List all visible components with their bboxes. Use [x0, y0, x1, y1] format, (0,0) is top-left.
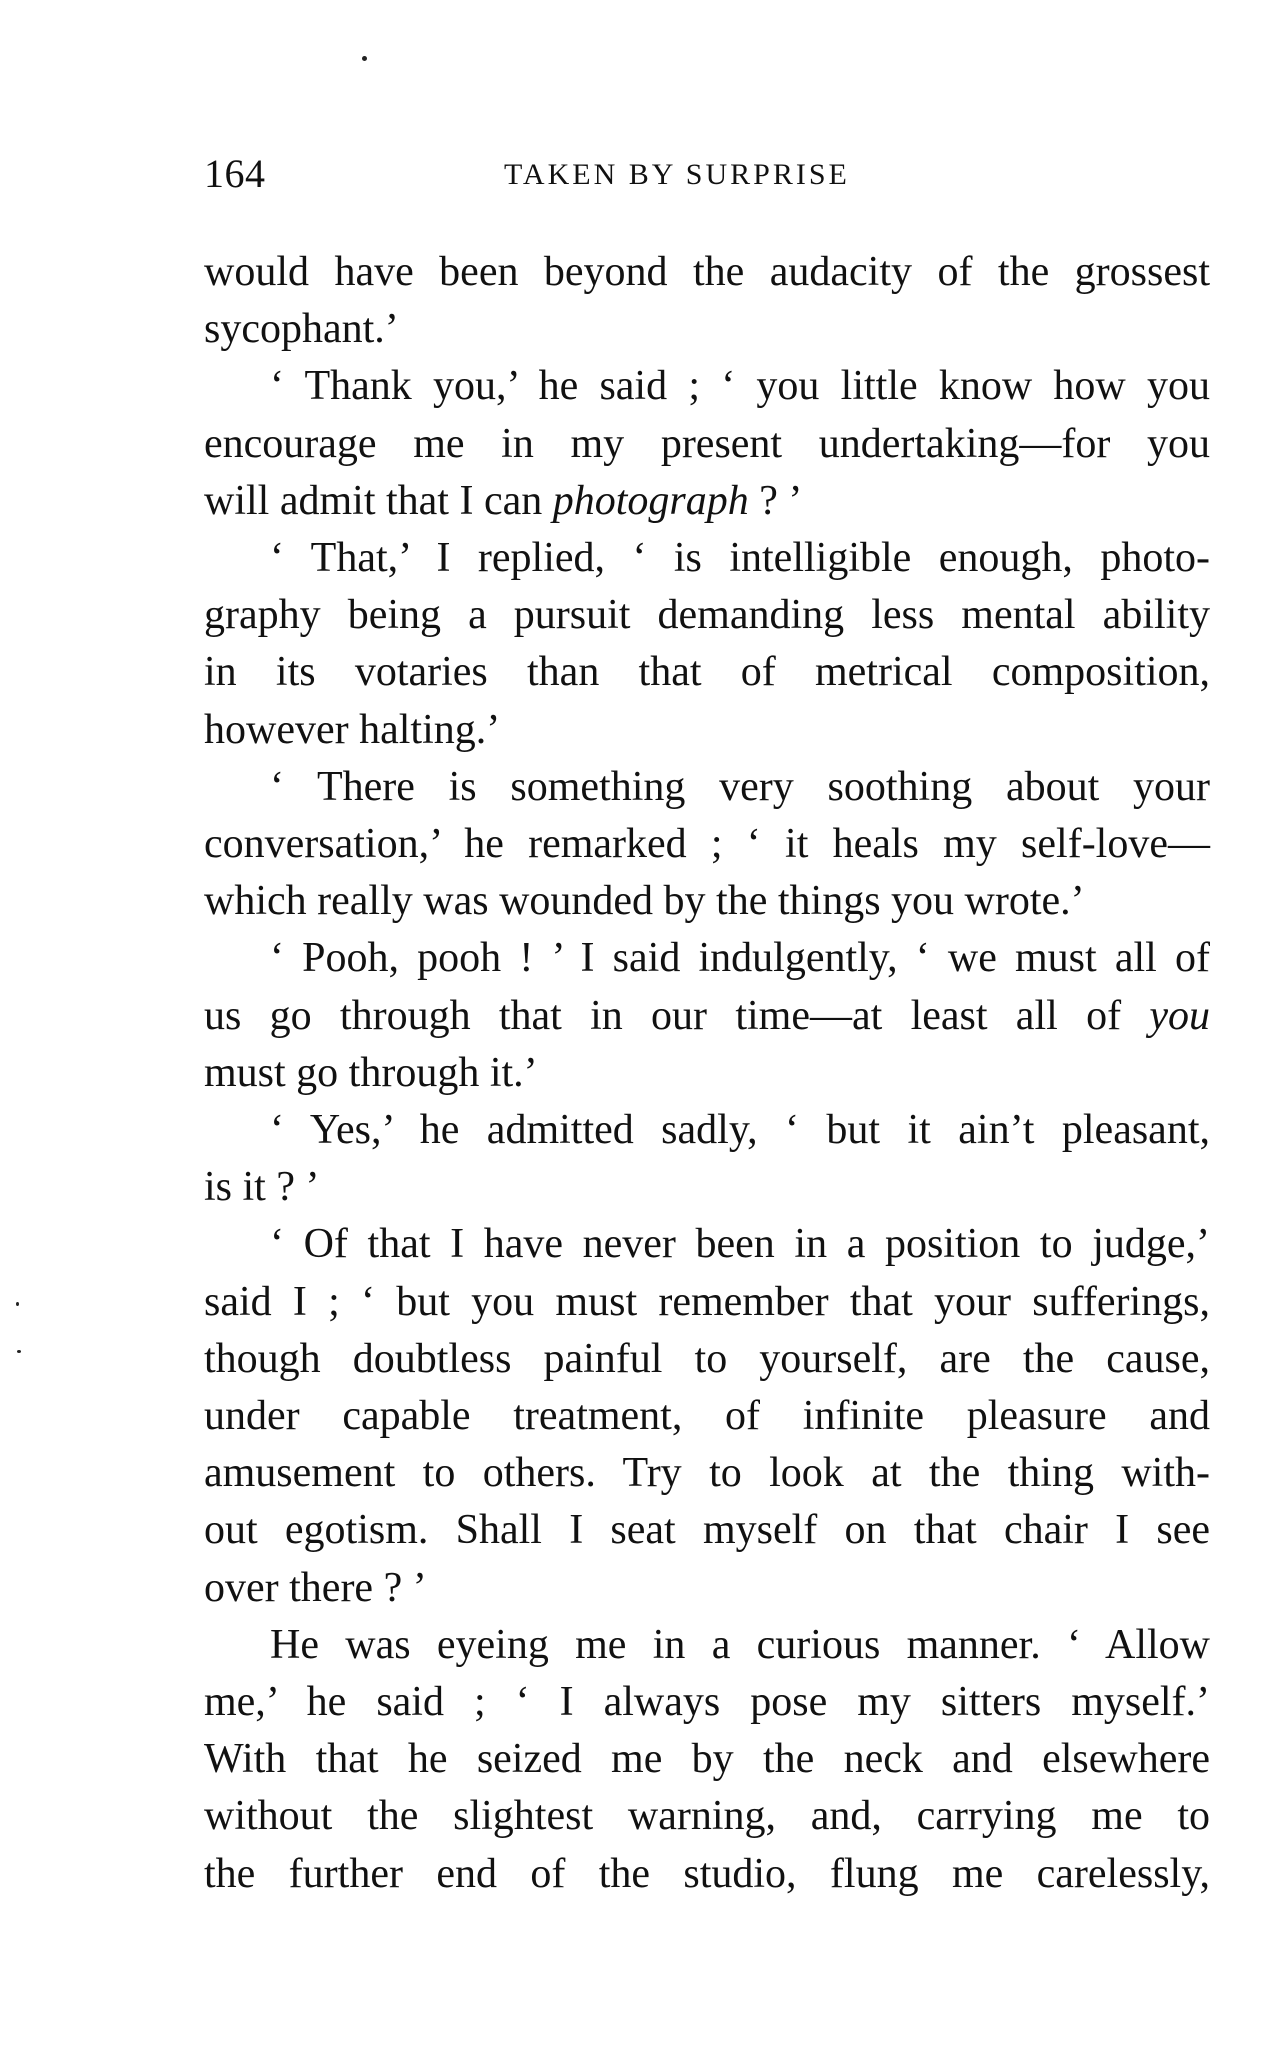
ink-speck [362, 56, 367, 61]
paragraph [204, 530, 1210, 759]
page-header [204, 150, 1210, 200]
text-line: the further end of the studio, flung me carelessly, [204, 1850, 1210, 1897]
text-line: is it ? ’ [204, 1164, 320, 1211]
text-line: under capable treatment, of infinite pleasure and [204, 1393, 1210, 1440]
running-head: TAKEN BY SURPRISE [504, 158, 850, 191]
text-line: over there ? ’ [204, 1564, 427, 1611]
body-text [204, 244, 1210, 1903]
text-line: amusement to others. Try to look at the thing with- [204, 1450, 1210, 1497]
text-line: graphy being a pursuit demanding less mental ability [204, 592, 1210, 639]
text-line: must go through it.’ [204, 1049, 538, 1096]
paragraph [204, 759, 1210, 931]
text-line: without the slightest warning, and, carrying me to [204, 1793, 1210, 1840]
paragraph [204, 930, 1210, 1102]
text-line: He was eyeing me in a curious manner. ‘ Allow [270, 1621, 1210, 1668]
text-line: ‘ Yes,’ he admitted sadly, ‘ but it ain’t pleasant, [270, 1107, 1210, 1154]
paragraph [204, 1216, 1210, 1616]
text-line: sycophant.’ [204, 306, 399, 353]
text-line: ‘ Thank you,’ he said ; ‘ you little know how you [270, 363, 1210, 410]
ink-speck [17, 1350, 21, 1353]
text-line: ‘ Of that I have never been in a position to judge,’ [270, 1221, 1210, 1268]
text-span: will admit that I can [204, 477, 553, 524]
text-line: conversation,’ he remarked ; ‘ it heals my self-love— [204, 821, 1210, 868]
text-line: though doubtless painful to yourself, are the cause, [204, 1335, 1210, 1382]
text-line: said I ; ‘ but you must remember that your sufferings, [204, 1278, 1210, 1325]
paragraph [204, 1102, 1210, 1216]
text-span: ? ’ [748, 477, 803, 524]
text-line [204, 473, 1210, 530]
paragraph [204, 1617, 1210, 1903]
text-line [204, 988, 1210, 1045]
text-line: encourage me in my present undertaking—for you [204, 420, 1210, 467]
text-line: which really was wounded by the things you wrote.’ [204, 878, 1085, 925]
page-number: 164 [204, 151, 266, 196]
text-line: would have been beyond the audacity of the grossest [204, 249, 1210, 295]
text-line: With that he seized me by the neck and elsewhere [204, 1736, 1210, 1783]
text-line: ‘ That,’ I replied, ‘ is intelligible enough, photo- [270, 535, 1210, 582]
text-line: however halting.’ [204, 706, 501, 753]
text-line: ‘ Pooh, pooh ! ’ I said indulgently, ‘ we must all of [270, 935, 1210, 982]
paragraph [204, 244, 1210, 358]
italic-text: you [1149, 992, 1210, 1039]
paragraph [204, 358, 1210, 530]
text-line: in its votaries than that of metrical composition, [204, 649, 1210, 696]
italic-text: photograph [552, 477, 749, 524]
text-line: me,’ he said ; ‘ I always pose my sitters myself.’ [204, 1679, 1210, 1726]
text-line: ‘ There is something very soothing about your [270, 763, 1210, 810]
text-span: us go through that in our time—at least all of [204, 992, 1150, 1039]
text-line: out egotism. Shall I seat myself on that chair I see [204, 1507, 1210, 1554]
ink-speck [16, 1302, 19, 1306]
